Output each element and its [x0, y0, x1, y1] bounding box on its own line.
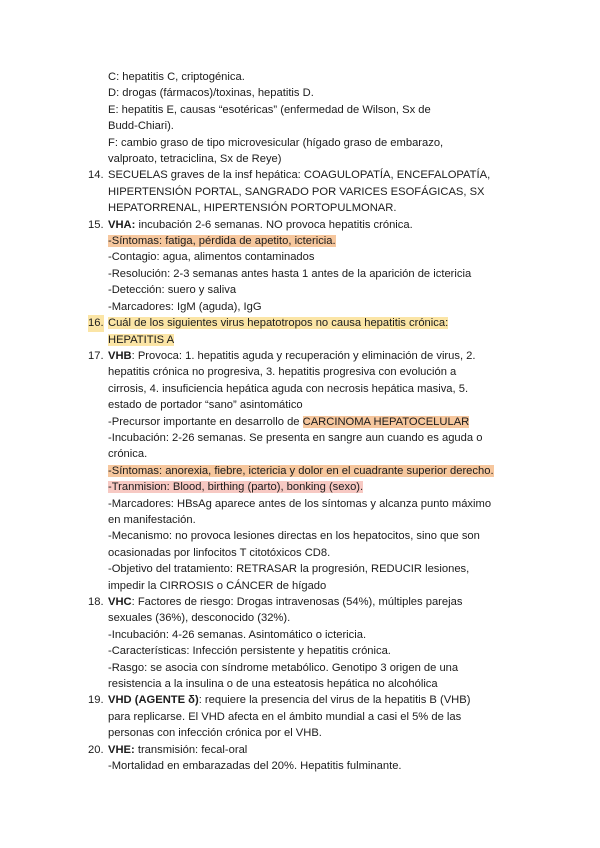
text-line: cirrosis, 4. insuficiencia hepática aguda con necrosis hepática masiva, 5. — [108, 382, 469, 395]
text-run: : Provoca: 1. hepatitis aguda y recuperación y eliminación de virus, 2. — [131, 349, 476, 362]
text-line — [108, 414, 538, 430]
text-line: SECUELAS graves de la insf hepática: COAGULOPATÍA, ENCEFALOPATÍA, — [108, 169, 491, 182]
highlighted-text: HEPATITIS A — [108, 333, 175, 346]
text-line: sexuales (36%), desconocido (32%). — [108, 612, 291, 625]
item-title: VHC — [108, 596, 132, 608]
text-line: D: drogas (fármacos)/toxinas, hepatitis D. — [108, 87, 314, 100]
text-line — [108, 332, 538, 348]
text-line: -Mortalidad en embarazadas del 20%. Hepatitis fulminante. — [108, 760, 402, 773]
text-line: impedir la CIRROSIS o CÁNCER de hígado — [108, 579, 327, 592]
text-line — [108, 742, 538, 758]
text-line: -Marcadores: IgM (aguda), IgG — [108, 300, 262, 313]
text-line: ocasionadas por linfocitos T citotóxicos CD8. — [108, 546, 331, 559]
list-number: 17. — [88, 349, 104, 362]
text-line: -Rasgo: se asocia con síndrome metabólico. Genotipo 3 origen de una — [108, 661, 459, 674]
list-number: 20. — [88, 743, 104, 756]
text-line: estado de portador “sano” asintomático — [108, 399, 303, 412]
text-line: -Mecanismo: no provoca lesiones directas en los hepatocitos, sino que son — [108, 530, 480, 543]
text-line — [108, 594, 538, 610]
text-line: valproato, tetraciclina, Sx de Reye) — [108, 153, 282, 166]
document-body — [88, 69, 538, 774]
text-line: -Marcadores: HBsAg aparece antes de los síntomas y alcanza punto máximo — [108, 497, 492, 510]
text-line — [108, 233, 538, 249]
list-number: 19. — [88, 694, 104, 707]
list-item-17 — [88, 348, 538, 594]
list-item-15 — [88, 217, 538, 315]
text-run: : Factores de riesgo: Drogas intravenosas (54%), múltiples parejas — [131, 596, 463, 608]
list-item-14 — [88, 167, 538, 216]
item-title: VHD (AGENTE δ) — [108, 694, 199, 707]
highlighted-text: -Síntomas: anorexia, fiebre, ictericia y dolor en el cuadrante superior derecho. — [108, 464, 494, 477]
list-item-16 — [88, 315, 538, 348]
highlighted-text: -Síntomas: fatiga, pérdida de apetito, ictericia. — [108, 235, 336, 248]
text-line: F: cambio graso de tipo microvesicular (hígado graso de embarazo, — [108, 136, 444, 149]
highlighted-text: CARCINOMA HEPATOCELULAR — [302, 415, 470, 428]
text-line: resistencia a la insulina o de una esteatosis hepática no alcohólica — [108, 678, 438, 691]
text-line: HIPERTENSIÓN PORTAL, SANGRADO POR VARICES ESOFÁGICAS, SX — [108, 185, 485, 198]
text-line: C: hepatitis C, criptogénica. — [108, 71, 245, 83]
text-line: personas con infección crónica por el VHB. — [108, 727, 322, 740]
highlighted-text: Cuál de los siguientes virus hepatotropos no causa hepatitis crónica: — [108, 317, 449, 330]
text-run: transmisión: fecal-oral — [134, 743, 248, 756]
text-run: incubación 2-6 semanas. NO provoca hepatitis crónica. — [135, 218, 413, 231]
item-title: VHA: — [108, 218, 136, 231]
text-line: para replicarse. El VHD afecta en el ámbito mundial a casi el 5% de las — [108, 710, 462, 723]
text-line — [108, 463, 538, 479]
text-line — [108, 315, 538, 331]
text-line: -Características: Infección persistente y hepatitis crónica. — [108, 645, 391, 658]
list-number: 16. — [88, 315, 104, 331]
text-line: hepatitis crónica no progresiva, 3. hepatitis progresiva con evolución a — [108, 366, 457, 379]
text-line: E: hepatitis E, causas “esotéricas” (enfermedad de Wilson, Sx de — [108, 103, 431, 116]
text-line: -Resolución: 2-3 semanas antes hasta 1 antes de la aparición de ictericia — [108, 267, 472, 280]
text-line: -Objetivo del tratamiento: RETRASAR la progresión, REDUCIR lesiones, — [108, 563, 470, 576]
text-line: -Incubación: 2-26 semanas. Se presenta en sangre aun cuando es aguda o — [108, 431, 483, 444]
list-number: 15. — [88, 218, 104, 231]
text-line: en manifestación. — [108, 513, 196, 526]
item-title: VHE: — [108, 743, 135, 756]
list-number: 14. — [88, 169, 104, 182]
text-line: -Contagio: agua, alimentos contaminados — [108, 251, 315, 264]
text-line — [108, 217, 538, 233]
list-item-20 — [88, 742, 538, 775]
text-run: -Precursor importante en desarrollo de — [108, 415, 303, 428]
list-item-18 — [88, 594, 538, 692]
text-run: : requiere la presencia del virus de la hepatitis B (VHB) — [198, 694, 471, 707]
text-line — [108, 479, 538, 495]
list-number: 18. — [88, 596, 104, 608]
text-line: Budd-Chiari). — [108, 120, 174, 133]
highlighted-text: -Tranmision: Blood, birthing (parto), bonking (sexo). — [108, 481, 364, 494]
text-line: -Incubación: 4-26 semanas. Asintomático o ictericia. — [108, 628, 367, 641]
item-title: VHB — [108, 349, 132, 362]
list-item-13-continuation — [88, 69, 538, 167]
text-line — [108, 348, 538, 364]
text-line: HEPATORRENAL, HIPERTENSIÓN PORTOPULMONAR. — [108, 202, 397, 215]
text-line: -Detección: suero y saliva — [108, 284, 237, 297]
text-line — [108, 692, 538, 708]
list-item-19 — [88, 692, 538, 741]
text-line: crónica. — [108, 448, 148, 461]
